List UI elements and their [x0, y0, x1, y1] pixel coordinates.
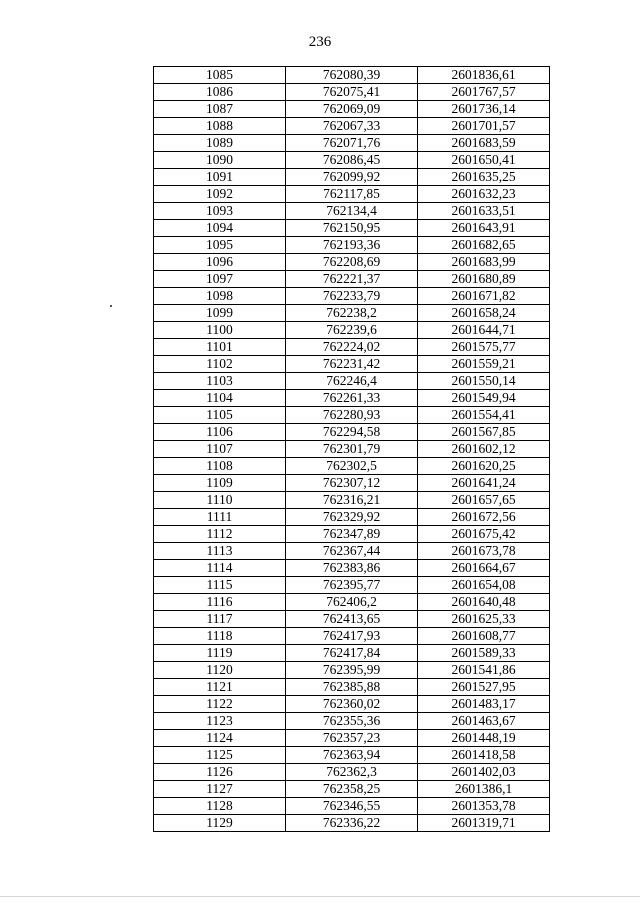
x-coordinate-cell: 762231,42 — [286, 356, 418, 373]
table-row — [154, 713, 550, 730]
x-coordinate-cell: 762395,77 — [286, 577, 418, 594]
x-coordinate-cell: 762080,39 — [286, 67, 418, 84]
coordinates-table-body — [154, 67, 550, 832]
y-coordinate-cell: 2601836,61 — [418, 67, 550, 84]
point-number-cell: 1106 — [154, 424, 286, 441]
point-number-cell: 1086 — [154, 84, 286, 101]
table-row — [154, 254, 550, 271]
x-coordinate-cell: 762367,44 — [286, 543, 418, 560]
point-number-cell: 1085 — [154, 67, 286, 84]
y-coordinate-cell: 2601602,12 — [418, 441, 550, 458]
table-row — [154, 662, 550, 679]
x-coordinate-cell: 762134,4 — [286, 203, 418, 220]
x-coordinate-cell: 762239,6 — [286, 322, 418, 339]
y-coordinate-cell: 2601463,67 — [418, 713, 550, 730]
point-number-cell: 1129 — [154, 815, 286, 832]
x-coordinate-cell: 762261,33 — [286, 390, 418, 407]
y-coordinate-cell: 2601682,65 — [418, 237, 550, 254]
y-coordinate-cell: 2601559,21 — [418, 356, 550, 373]
point-number-cell: 1099 — [154, 305, 286, 322]
x-coordinate-cell: 762358,25 — [286, 781, 418, 798]
point-number-cell: 1118 — [154, 628, 286, 645]
y-coordinate-cell: 2601625,33 — [418, 611, 550, 628]
table-row — [154, 356, 550, 373]
point-number-cell: 1100 — [154, 322, 286, 339]
table-row — [154, 764, 550, 781]
x-coordinate-cell: 762117,85 — [286, 186, 418, 203]
y-coordinate-cell: 2601650,41 — [418, 152, 550, 169]
point-number-cell: 1088 — [154, 118, 286, 135]
y-coordinate-cell: 2601632,23 — [418, 186, 550, 203]
x-coordinate-cell: 762417,84 — [286, 645, 418, 662]
x-coordinate-cell: 762347,89 — [286, 526, 418, 543]
point-number-cell: 1117 — [154, 611, 286, 628]
point-number-cell: 1096 — [154, 254, 286, 271]
y-coordinate-cell: 2601386,1 — [418, 781, 550, 798]
x-coordinate-cell: 762413,65 — [286, 611, 418, 628]
table-row — [154, 798, 550, 815]
point-number-cell: 1091 — [154, 169, 286, 186]
point-number-cell: 1125 — [154, 747, 286, 764]
table-row — [154, 169, 550, 186]
x-coordinate-cell: 762224,02 — [286, 339, 418, 356]
table-row — [154, 645, 550, 662]
table-row — [154, 492, 550, 509]
x-coordinate-cell: 762357,23 — [286, 730, 418, 747]
y-coordinate-cell: 2601680,89 — [418, 271, 550, 288]
y-coordinate-cell: 2601635,25 — [418, 169, 550, 186]
x-coordinate-cell: 762238,2 — [286, 305, 418, 322]
x-coordinate-cell: 762150,95 — [286, 220, 418, 237]
point-number-cell: 1119 — [154, 645, 286, 662]
scan-bottom-edge — [0, 896, 640, 897]
x-coordinate-cell: 762363,94 — [286, 747, 418, 764]
y-coordinate-cell: 2601736,14 — [418, 101, 550, 118]
coordinates-table — [153, 66, 550, 832]
point-number-cell: 1112 — [154, 526, 286, 543]
x-coordinate-cell: 762355,36 — [286, 713, 418, 730]
x-coordinate-cell: 762099,92 — [286, 169, 418, 186]
point-number-cell: 1114 — [154, 560, 286, 577]
table-row — [154, 237, 550, 254]
x-coordinate-cell: 762406,2 — [286, 594, 418, 611]
point-number-cell: 1104 — [154, 390, 286, 407]
point-number-cell: 1123 — [154, 713, 286, 730]
point-number-cell: 1126 — [154, 764, 286, 781]
point-number-cell: 1103 — [154, 373, 286, 390]
scan-speck — [110, 305, 112, 307]
table-row — [154, 186, 550, 203]
x-coordinate-cell: 762221,37 — [286, 271, 418, 288]
y-coordinate-cell: 2601767,57 — [418, 84, 550, 101]
x-coordinate-cell: 762071,76 — [286, 135, 418, 152]
y-coordinate-cell: 2601589,33 — [418, 645, 550, 662]
table-row — [154, 101, 550, 118]
y-coordinate-cell: 2601683,59 — [418, 135, 550, 152]
y-coordinate-cell: 2601641,24 — [418, 475, 550, 492]
table-row — [154, 203, 550, 220]
table-row — [154, 475, 550, 492]
y-coordinate-cell: 2601675,42 — [418, 526, 550, 543]
table-row — [154, 730, 550, 747]
y-coordinate-cell: 2601448,19 — [418, 730, 550, 747]
y-coordinate-cell: 2601644,71 — [418, 322, 550, 339]
point-number-cell: 1092 — [154, 186, 286, 203]
y-coordinate-cell: 2601672,56 — [418, 509, 550, 526]
y-coordinate-cell: 2601640,48 — [418, 594, 550, 611]
table-row — [154, 679, 550, 696]
point-number-cell: 1115 — [154, 577, 286, 594]
table-row — [154, 611, 550, 628]
table-row — [154, 696, 550, 713]
x-coordinate-cell: 762075,41 — [286, 84, 418, 101]
table-row — [154, 747, 550, 764]
x-coordinate-cell: 762294,58 — [286, 424, 418, 441]
x-coordinate-cell: 762233,79 — [286, 288, 418, 305]
y-coordinate-cell: 2601671,82 — [418, 288, 550, 305]
x-coordinate-cell: 762280,93 — [286, 407, 418, 424]
point-number-cell: 1127 — [154, 781, 286, 798]
x-coordinate-cell: 762086,45 — [286, 152, 418, 169]
point-number-cell: 1124 — [154, 730, 286, 747]
x-coordinate-cell: 762417,93 — [286, 628, 418, 645]
point-number-cell: 1093 — [154, 203, 286, 220]
table-row — [154, 594, 550, 611]
x-coordinate-cell: 762246,4 — [286, 373, 418, 390]
x-coordinate-cell: 762301,79 — [286, 441, 418, 458]
table-row — [154, 390, 550, 407]
table-row — [154, 526, 550, 543]
table-row — [154, 271, 550, 288]
table-row — [154, 815, 550, 832]
point-number-cell: 1128 — [154, 798, 286, 815]
y-coordinate-cell: 2601353,78 — [418, 798, 550, 815]
x-coordinate-cell: 762336,22 — [286, 815, 418, 832]
x-coordinate-cell: 762362,3 — [286, 764, 418, 781]
y-coordinate-cell: 2601527,95 — [418, 679, 550, 696]
table-row — [154, 458, 550, 475]
x-coordinate-cell: 762329,92 — [286, 509, 418, 526]
y-coordinate-cell: 2601658,24 — [418, 305, 550, 322]
y-coordinate-cell: 2601575,77 — [418, 339, 550, 356]
point-number-cell: 1090 — [154, 152, 286, 169]
x-coordinate-cell: 762316,21 — [286, 492, 418, 509]
y-coordinate-cell: 2601483,17 — [418, 696, 550, 713]
table-row — [154, 152, 550, 169]
x-coordinate-cell: 762383,86 — [286, 560, 418, 577]
table-row — [154, 781, 550, 798]
point-number-cell: 1094 — [154, 220, 286, 237]
table-row — [154, 135, 550, 152]
x-coordinate-cell: 762385,88 — [286, 679, 418, 696]
point-number-cell: 1108 — [154, 458, 286, 475]
point-number-cell: 1109 — [154, 475, 286, 492]
table-row — [154, 373, 550, 390]
table-row — [154, 560, 550, 577]
table-row — [154, 509, 550, 526]
table-row — [154, 84, 550, 101]
table-row — [154, 305, 550, 322]
y-coordinate-cell: 2601683,99 — [418, 254, 550, 271]
y-coordinate-cell: 2601567,85 — [418, 424, 550, 441]
point-number-cell: 1122 — [154, 696, 286, 713]
y-coordinate-cell: 2601657,65 — [418, 492, 550, 509]
table-row — [154, 220, 550, 237]
table-row — [154, 339, 550, 356]
table-row — [154, 628, 550, 645]
point-number-cell: 1098 — [154, 288, 286, 305]
x-coordinate-cell: 762208,69 — [286, 254, 418, 271]
y-coordinate-cell: 2601620,25 — [418, 458, 550, 475]
point-number-cell: 1097 — [154, 271, 286, 288]
y-coordinate-cell: 2601633,51 — [418, 203, 550, 220]
y-coordinate-cell: 2601550,14 — [418, 373, 550, 390]
x-coordinate-cell: 762360,02 — [286, 696, 418, 713]
point-number-cell: 1121 — [154, 679, 286, 696]
y-coordinate-cell: 2601654,08 — [418, 577, 550, 594]
table-row — [154, 67, 550, 84]
x-coordinate-cell: 762193,36 — [286, 237, 418, 254]
point-number-cell: 1102 — [154, 356, 286, 373]
table-row — [154, 543, 550, 560]
x-coordinate-cell: 762346,55 — [286, 798, 418, 815]
y-coordinate-cell: 2601549,94 — [418, 390, 550, 407]
table-row — [154, 118, 550, 135]
x-coordinate-cell: 762395,99 — [286, 662, 418, 679]
y-coordinate-cell: 2601701,57 — [418, 118, 550, 135]
point-number-cell: 1116 — [154, 594, 286, 611]
point-number-cell: 1087 — [154, 101, 286, 118]
x-coordinate-cell: 762067,33 — [286, 118, 418, 135]
point-number-cell: 1105 — [154, 407, 286, 424]
point-number-cell: 1110 — [154, 492, 286, 509]
point-number-cell: 1089 — [154, 135, 286, 152]
x-coordinate-cell: 762307,12 — [286, 475, 418, 492]
y-coordinate-cell: 2601319,71 — [418, 815, 550, 832]
point-number-cell: 1120 — [154, 662, 286, 679]
point-number-cell: 1111 — [154, 509, 286, 526]
y-coordinate-cell: 2601418,58 — [418, 747, 550, 764]
y-coordinate-cell: 2601673,78 — [418, 543, 550, 560]
y-coordinate-cell: 2601402,03 — [418, 764, 550, 781]
table-row — [154, 577, 550, 594]
table-row — [154, 322, 550, 339]
table-row — [154, 441, 550, 458]
point-number-cell: 1101 — [154, 339, 286, 356]
table-row — [154, 424, 550, 441]
point-number-cell: 1113 — [154, 543, 286, 560]
table-row — [154, 288, 550, 305]
y-coordinate-cell: 2601643,91 — [418, 220, 550, 237]
point-number-cell: 1095 — [154, 237, 286, 254]
y-coordinate-cell: 2601541,86 — [418, 662, 550, 679]
y-coordinate-cell: 2601664,67 — [418, 560, 550, 577]
x-coordinate-cell: 762302,5 — [286, 458, 418, 475]
y-coordinate-cell: 2601608,77 — [418, 628, 550, 645]
point-number-cell: 1107 — [154, 441, 286, 458]
y-coordinate-cell: 2601554,41 — [418, 407, 550, 424]
page-number: 236 — [308, 34, 332, 50]
x-coordinate-cell: 762069,09 — [286, 101, 418, 118]
table-row — [154, 407, 550, 424]
